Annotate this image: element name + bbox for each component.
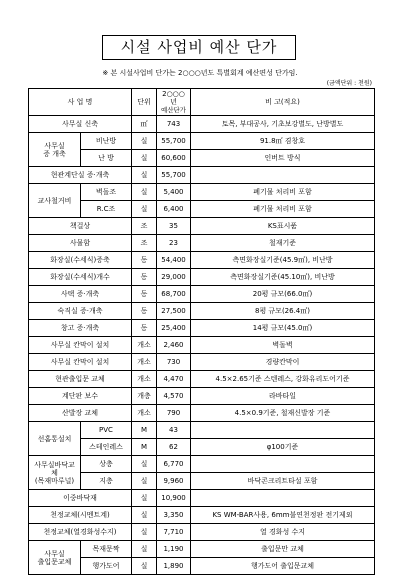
row-unit: 실 [132, 473, 157, 490]
row-remark [191, 167, 375, 184]
row-item-name: 계단판 보수 [29, 388, 132, 405]
row-remark: KS WM-BAR사용, 6mm불연천정판 전기제외 [191, 507, 375, 524]
row-price: 23 [157, 235, 191, 252]
row-group-name: 사무실바닥교 체 (목재마루널) [29, 456, 81, 490]
row-price: 68,700 [157, 286, 191, 303]
row-unit: 실 [132, 558, 157, 575]
row-price: 1,190 [157, 541, 191, 558]
row-unit: 개층 [132, 388, 157, 405]
row-sub-name: 벽돌조 [81, 184, 132, 201]
row-price: 55,700 [157, 133, 191, 150]
row-item-name: 천정교체(시멘트계) [29, 507, 132, 524]
row-price: 54,400 [157, 252, 191, 269]
table-row [29, 303, 375, 320]
row-sub-name: 상층 [81, 456, 132, 473]
row-group-name: 교사철거비 [29, 184, 81, 218]
header-remarks: 비 고(적요) [191, 89, 375, 116]
header-price-label2: 예산단가 [160, 106, 187, 114]
row-item-name: 사무실 칸막이 설치 [29, 354, 132, 371]
row-price: 62 [157, 439, 191, 456]
table-row [29, 184, 375, 201]
table-row [29, 235, 375, 252]
row-item-name: 현관출입문 교체 [29, 371, 132, 388]
row-unit: 조 [132, 218, 157, 235]
row-price: 9,960 [157, 473, 191, 490]
row-remark: φ100기준 [191, 439, 375, 456]
row-sub-name: 비난방 [81, 133, 132, 150]
row-price: 790 [157, 405, 191, 422]
row-item-name: 책걸상 [29, 218, 132, 235]
row-price: 10,900 [157, 490, 191, 507]
row-group-name: 사무실 출입문교체 [29, 541, 81, 575]
row-item-name: 창고 증·개축 [29, 320, 132, 337]
row-remark: 출입문만 교체 [191, 541, 375, 558]
row-remark: 20평 규모(66.0㎡) [191, 286, 375, 303]
table-row [29, 405, 375, 422]
row-remark: 라바타일 [191, 388, 375, 405]
row-unit: M [132, 439, 157, 456]
row-sub-name: 스테인레스 [81, 439, 132, 456]
row-unit: 실 [132, 167, 157, 184]
page-title: 시설 사업비 예산 단가 [102, 35, 296, 60]
row-remark: 측면화장실기준(45.10㎡), 비난방 [191, 269, 375, 286]
row-remark: 8평 규모(26.4㎡) [191, 303, 375, 320]
row-unit: 실 [132, 201, 157, 218]
table-row [29, 541, 375, 558]
row-remark: 행가도어 출입문교체 [191, 558, 375, 575]
row-sub-name: 지층 [81, 473, 132, 490]
table-row [29, 507, 375, 524]
table-row [29, 116, 375, 133]
row-sub-name: PVC [81, 422, 132, 439]
table-header-row [29, 89, 375, 116]
row-remark: KS표시품 [191, 218, 375, 235]
row-remark [191, 422, 375, 439]
table-row [29, 524, 375, 541]
table-row [29, 167, 375, 184]
table-row [29, 388, 375, 405]
row-item-name: 천정교체(열경화성수지) [29, 524, 132, 541]
table-row [29, 371, 375, 388]
row-sub-name: 난 방 [81, 150, 132, 167]
row-remark: 토목, 부대공사, 기초보강별도, 난방별도 [191, 116, 375, 133]
table-row [29, 439, 375, 456]
row-item-name: 화장실(수세식)증축 [29, 252, 132, 269]
row-remark: 경량칸막이 [191, 354, 375, 371]
budget-note: ※ 본 시설사업비 단가는 2○○○년도 특별회계 예산편성 단가임. [102, 69, 298, 77]
table-row [29, 490, 375, 507]
row-unit: 개소 [132, 371, 157, 388]
row-item-name: 사물함 [29, 235, 132, 252]
table-row [29, 473, 375, 490]
row-unit: 동 [132, 269, 157, 286]
row-item-name: 사택 증·개축 [29, 286, 132, 303]
row-remark: 인버트 방식 [191, 150, 375, 167]
row-unit: 개소 [132, 337, 157, 354]
row-remark: 벽돌벽 [191, 337, 375, 354]
table-row [29, 201, 375, 218]
row-price: 3,350 [157, 507, 191, 524]
row-remark: 14평 규모(45.0㎡) [191, 320, 375, 337]
row-remark: 91.8㎡ 겸창호 [191, 133, 375, 150]
row-price: 4,470 [157, 371, 191, 388]
table-row [29, 218, 375, 235]
header-price [157, 89, 191, 116]
row-price: 6,400 [157, 201, 191, 218]
row-remark: 바닥콘크리트타설 포함 [191, 473, 375, 490]
table-row [29, 558, 375, 575]
row-price: 5,400 [157, 184, 191, 201]
row-remark [191, 490, 375, 507]
row-group-name: 사무실 증 개축 [29, 133, 81, 167]
row-unit: 조 [132, 235, 157, 252]
header-unit: 단위 [132, 89, 157, 116]
row-unit: 동 [132, 303, 157, 320]
row-remark: 폐기물 처리비 포함 [191, 184, 375, 201]
row-item-name: 화장실(수세식)개수 [29, 269, 132, 286]
row-item-name: 사무실 신축 [29, 116, 132, 133]
header-price-label1: 년 [170, 98, 177, 106]
row-sub-name: 행가도어 [81, 558, 132, 575]
row-unit: 동 [132, 320, 157, 337]
row-price: 25,400 [157, 320, 191, 337]
row-unit: 실 [132, 150, 157, 167]
row-price: 4,570 [157, 388, 191, 405]
row-remark: 열 경화성 수지 [191, 524, 375, 541]
row-remark: 폐기물 처리비 포함 [191, 201, 375, 218]
row-unit: 실 [132, 456, 157, 473]
row-sub-name: R.C조 [81, 201, 132, 218]
row-item-name: 현관계단실 증·개축 [29, 167, 132, 184]
row-unit: 실 [132, 524, 157, 541]
row-price: 1,890 [157, 558, 191, 575]
row-unit: 실 [132, 507, 157, 524]
row-unit: ㎡ [132, 116, 157, 133]
row-price: 7,710 [157, 524, 191, 541]
row-remark [191, 456, 375, 473]
row-unit: 실 [132, 184, 157, 201]
row-price: 35 [157, 218, 191, 235]
row-unit: 개소 [132, 405, 157, 422]
row-remark: 4.5×0.9기준, 철재신발장 기준 [191, 405, 375, 422]
row-unit: 실 [132, 541, 157, 558]
header-price-year: 2○○○ [162, 90, 185, 98]
row-remark: 4.5×2.65기준 스텐레스, 강화유리도어기준 [191, 371, 375, 388]
table-row [29, 133, 375, 150]
row-item-name: 숙직실 증·개축 [29, 303, 132, 320]
table-row [29, 150, 375, 167]
row-remark: 측면화장실기준(45.9㎡), 비난방 [191, 252, 375, 269]
row-unit: 실 [132, 133, 157, 150]
row-unit: 동 [132, 252, 157, 269]
row-item-name: 산발장 교체 [29, 405, 132, 422]
row-price: 55,700 [157, 167, 191, 184]
budget-table [28, 88, 375, 575]
row-group-name: 선홈통설치 [29, 422, 81, 456]
row-remark: 철재기준 [191, 235, 375, 252]
row-price: 6,770 [157, 456, 191, 473]
table-row [29, 422, 375, 439]
table-row [29, 320, 375, 337]
table-row [29, 252, 375, 269]
table-row [29, 269, 375, 286]
row-price: 743 [157, 116, 191, 133]
table-row [29, 337, 375, 354]
table-row [29, 286, 375, 303]
row-price: 730 [157, 354, 191, 371]
row-price: 27,500 [157, 303, 191, 320]
row-item-name: 이중바닥재 [29, 490, 132, 507]
row-item-name: 사무실 칸막이 설치 [29, 337, 132, 354]
currency-unit-label: (금액단위 : 천원) [326, 80, 372, 87]
table-row [29, 456, 375, 473]
row-price: 43 [157, 422, 191, 439]
row-unit: 실 [132, 490, 157, 507]
row-unit: 개소 [132, 354, 157, 371]
row-sub-name: 목재문짝 [81, 541, 132, 558]
header-item: 사 업 명 [29, 89, 132, 116]
row-unit: 동 [132, 286, 157, 303]
row-price: 60,600 [157, 150, 191, 167]
row-price: 29,000 [157, 269, 191, 286]
row-unit: M [132, 422, 157, 439]
row-price: 2,460 [157, 337, 191, 354]
table-row [29, 354, 375, 371]
